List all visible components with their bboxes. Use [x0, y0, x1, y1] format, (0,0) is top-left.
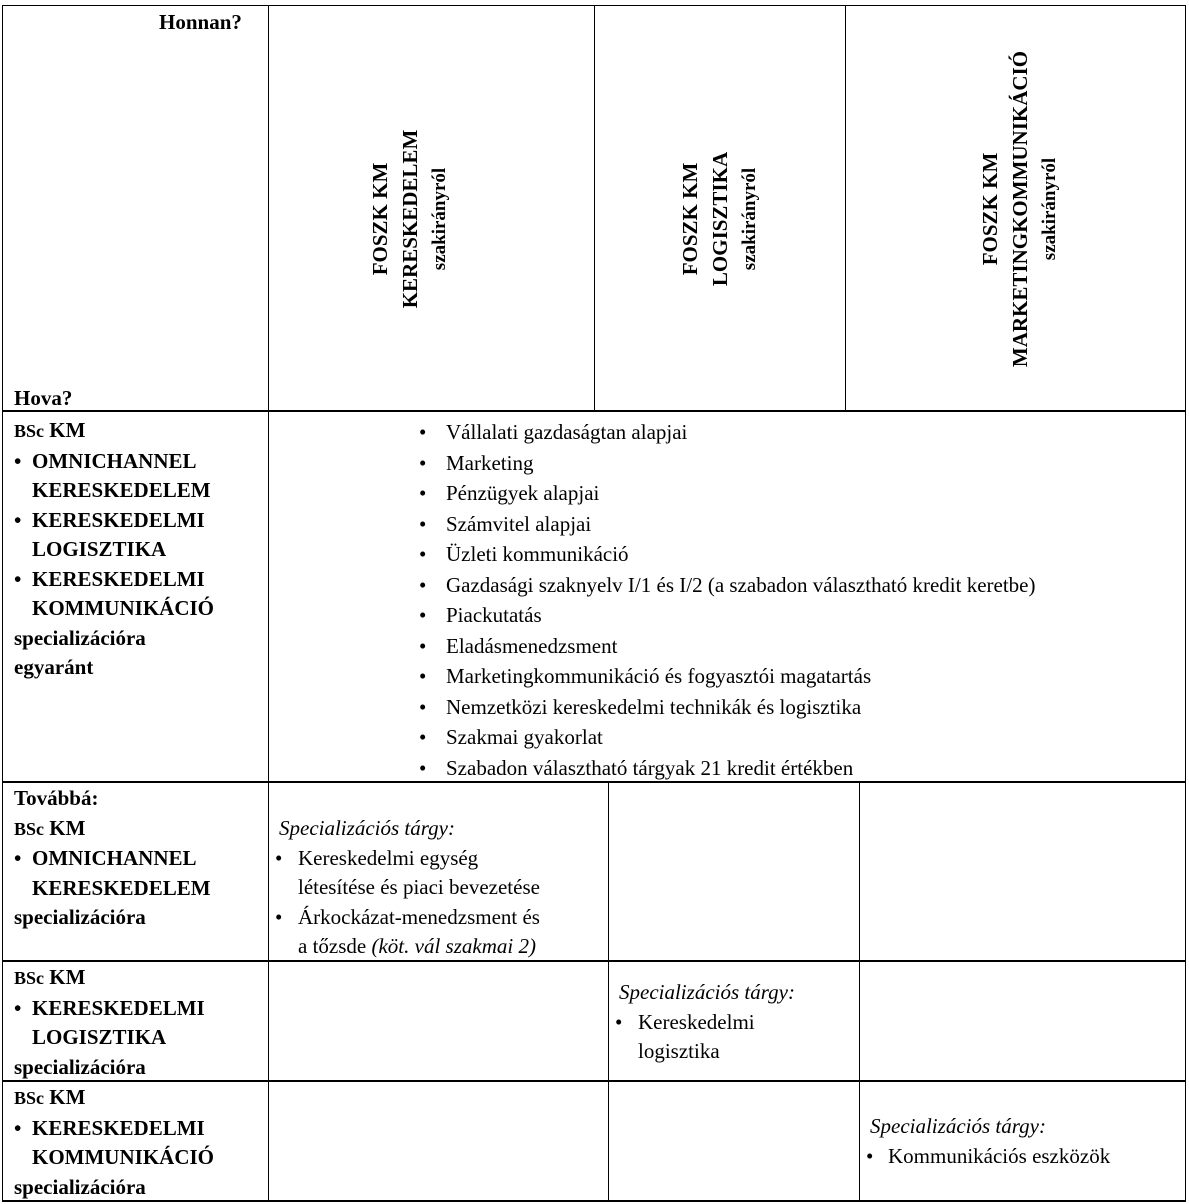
spec-name: KERESKEDELMI	[32, 1115, 205, 1140]
degree-prefix: BSc	[14, 968, 45, 988]
list-item	[419, 509, 1036, 540]
spec-name: OMNICHANNEL	[32, 448, 197, 473]
program-name: KM	[49, 815, 86, 840]
bullet-icon: •	[419, 542, 427, 566]
spec-subject-item	[866, 1142, 1182, 1172]
spec-header: Specializációs tárgy:	[870, 1114, 1046, 1138]
column-header-marketingkommunikacio	[975, 19, 1065, 399]
list-item	[419, 570, 1036, 601]
spec-name: OMNICHANNEL	[32, 846, 197, 870]
subject-name: Számvitel alapjai	[446, 511, 592, 536]
row-intro: Továbbá:	[14, 786, 99, 810]
spec-item	[14, 506, 264, 536]
column-header-line3: szakirányról	[1039, 157, 1060, 261]
subject-name: Pénzügyek alapjai	[446, 481, 600, 505]
column-header-line1: FOSZK KM	[978, 152, 1002, 266]
subject-name: Árkockázat-menedzsment és	[298, 904, 540, 929]
subject-name-cont: létesítése és piaci bevezetése	[298, 875, 540, 899]
bullet-icon: •	[419, 755, 427, 780]
bullet-icon: •	[14, 448, 22, 473]
column-header-line2: MARKETINGKOMMUNIKÁCIÓ	[1008, 50, 1032, 368]
bullet-icon: •	[14, 507, 22, 532]
subject-name: Piackutatás	[446, 603, 542, 627]
spec-subject-item	[275, 903, 605, 962]
subject-name: Üzleti kommunikáció	[446, 542, 629, 566]
row-suffix: specializációra	[14, 625, 146, 650]
spec-name: KERESKEDELMI	[32, 566, 205, 591]
degree-prefix: BSc	[14, 818, 45, 839]
border-right	[1185, 5, 1186, 1202]
col-separator	[594, 5, 595, 411]
column-header-line2: KERESKEDELEM	[398, 129, 422, 309]
bullet-icon: •	[419, 481, 427, 505]
spec-item	[14, 844, 264, 874]
bullet-icon: •	[419, 603, 427, 627]
spec-name: KERESKEDELMI	[32, 995, 205, 1020]
bullet-icon: •	[14, 1115, 22, 1140]
list-item	[419, 631, 1036, 662]
spec-name-cont: LOGISZTIKA	[32, 1025, 167, 1049]
subject-name: Marketing	[446, 450, 534, 475]
bullet-icon: •	[14, 566, 22, 591]
row-label-omnichannel	[14, 784, 264, 933]
border-left	[2, 5, 3, 1202]
program-name: KM	[49, 418, 86, 442]
spec-item	[14, 994, 264, 1024]
subject-name: Kommunikációs eszközök	[888, 1143, 1111, 1168]
program-name: KM	[49, 1085, 86, 1109]
bullet-icon: •	[14, 995, 22, 1020]
spec-subject-item	[275, 844, 605, 903]
common-subject-list	[419, 417, 1036, 783]
subject-name: Eladásmenedzsment	[446, 633, 618, 658]
bullet-icon: •	[615, 1009, 623, 1034]
spec-item	[14, 565, 264, 595]
from-label: Honnan?	[159, 10, 242, 34]
subject-name: Marketingkommunikáció és fogyasztói magatartás	[446, 664, 872, 688]
bullet-icon: •	[419, 664, 427, 688]
bullet-icon: •	[275, 904, 283, 929]
column-header-line3: szakirányról	[739, 167, 760, 271]
subject-name: Kereskedelmi	[638, 1009, 755, 1034]
subject-name: Szakmai gyakorlat	[446, 725, 603, 749]
spec-subject-logistics	[615, 978, 855, 1067]
degree-prefix: BSc	[14, 1088, 45, 1108]
list-item	[419, 600, 1036, 631]
bullet-icon: •	[419, 511, 427, 536]
subject-name: Kereskedelmi egység	[298, 845, 479, 870]
column-header-line3: szakirányról	[429, 167, 450, 271]
spec-subject-item	[615, 1008, 855, 1067]
spec-name-cont: KERESKEDELEM	[32, 875, 211, 900]
list-item	[419, 417, 1036, 448]
subject-name: Gazdasági szaknyelv I/1 és I/2 (a szabadon választható kredit keretbe)	[446, 572, 1036, 597]
spec-name-cont: KOMMUNIKÁCIÓ	[32, 596, 214, 620]
list-item	[419, 448, 1036, 479]
spec-subject-communication	[866, 1112, 1182, 1171]
spec-name-cont: LOGISZTIKA	[32, 537, 167, 561]
to-label: Hova?	[14, 386, 73, 410]
bullet-icon: •	[419, 694, 427, 719]
list-item	[419, 753, 1036, 784]
spec-item	[14, 447, 264, 477]
subject-note: (köt. vál szakmai 2)	[371, 934, 536, 958]
subject-name-cont: a tőzsde	[298, 934, 372, 958]
subject-name: Szabadon választható tárgyak 21 kredit értékben	[446, 755, 854, 780]
row-suffix: specializációra	[14, 1174, 146, 1199]
bullet-icon: •	[419, 633, 427, 658]
column-header-line1: FOSZK KM	[678, 162, 702, 276]
row-label-common	[14, 416, 264, 683]
row-label-communication	[14, 1083, 264, 1202]
column-header-line1: FOSZK KM	[368, 162, 392, 276]
spec-header: Specializációs tárgy:	[279, 816, 455, 840]
col-separator	[859, 782, 860, 1202]
bullet-icon: •	[275, 845, 283, 870]
bullet-icon: •	[419, 725, 427, 749]
bullet-icon: •	[419, 572, 427, 597]
spec-name: KERESKEDELMI	[32, 507, 205, 532]
subject-name: Vállalati gazdaságtan alapjai	[446, 420, 688, 444]
degree-prefix: BSc	[14, 421, 45, 441]
row-suffix: egyaránt	[14, 655, 94, 679]
list-item	[419, 722, 1036, 753]
row-suffix: specializációra	[14, 1054, 146, 1079]
column-header-logisztika	[675, 99, 765, 339]
spec-header: Specializációs tárgy:	[619, 980, 795, 1004]
row-label-logistics	[14, 963, 264, 1082]
spec-name-cont: KERESKEDELEM	[32, 478, 211, 502]
program-name: KM	[49, 965, 86, 989]
spec-name-cont: KOMMUNIKÁCIÓ	[32, 1145, 214, 1169]
list-item	[419, 478, 1036, 509]
spec-subject-omnichannel	[275, 814, 605, 962]
spec-item	[14, 1114, 264, 1144]
subject-name: Nemzetközi kereskedelmi technikák és logisztika	[446, 694, 862, 719]
list-item	[419, 692, 1036, 723]
bullet-icon: •	[14, 846, 22, 870]
col-separator	[845, 5, 846, 411]
col-separator	[268, 5, 269, 1202]
bullet-icon: •	[419, 420, 427, 444]
subject-name-cont: logisztika	[638, 1039, 720, 1063]
column-header-kereskedelem	[365, 99, 455, 339]
column-header-line2: LOGISZTIKA	[708, 151, 732, 287]
list-item	[419, 539, 1036, 570]
bullet-icon: •	[419, 450, 427, 475]
bullet-icon: •	[866, 1143, 874, 1168]
row-suffix: specializációra	[14, 905, 146, 929]
list-item	[419, 661, 1036, 692]
col-separator	[608, 782, 609, 1202]
